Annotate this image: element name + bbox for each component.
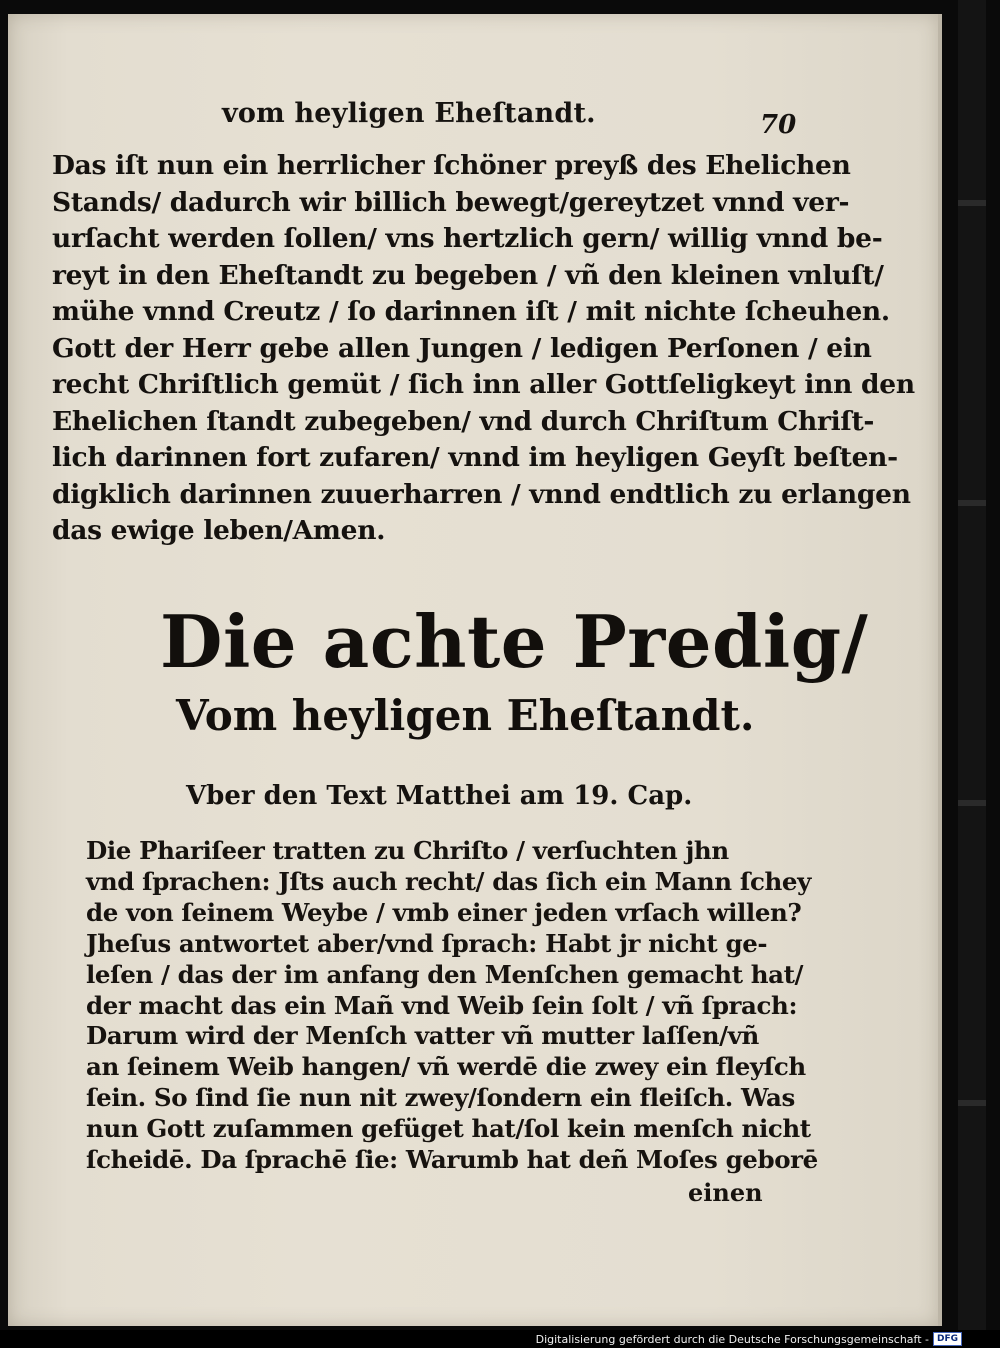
funding-credit: Digitalisierung gefördert durch die Deutsche Forschungsgemeinschaft -: [535, 1332, 929, 1346]
scripture-line: de von ſeinem Weybe / vmb einer jeden vrſach willen?: [86, 897, 802, 927]
ruler-tick: [958, 1100, 986, 1106]
text-line: Das iſt nun ein herrlicher ſchöner preyß des Ehelichen: [52, 150, 851, 181]
text-line: Ehelichen ſtandt zubegeben/ vnd durch Chriſtum Chriſt-: [52, 405, 875, 437]
running-head: vom heyligen Eheſtandt.: [222, 98, 596, 129]
scripture-line: ſcheidē. Da ſprachē ſie: Warumb hat deñ Moſes geborē: [86, 1145, 818, 1175]
text-line: recht Chriſtlich gemüt / ſich inn aller Gottſeligkeyt inn den: [52, 369, 915, 400]
scan-ruler: [958, 0, 986, 1330]
sermon-title: Die achte Predig/: [160, 599, 869, 684]
scripture-line: nun Gott zuſammen gefüget hat/ſol kein menſch nicht: [86, 1114, 811, 1144]
text-line: urſacht werden ſollen/ vns hertzlich gern/ willig vnnd be-: [52, 223, 883, 254]
scripture-line: Darum wird der Menſch vatter vñ mutter laſſen/vñ: [86, 1021, 759, 1051]
digitization-footer: [536, 1330, 962, 1348]
scripture-line: Jheſus antwortet aber/vnd ſprach: Habt jr nicht ge-: [86, 928, 768, 958]
catchword: einen: [688, 1178, 763, 1207]
scripture-paragraph: [86, 836, 818, 1176]
scripture-line: der macht das ein Mañ vnd Weib ſein ſolt / vñ ſprach:: [86, 990, 798, 1020]
scripture-line: ſein. So ſind ſie nun nit zwey/ſondern ein fleiſch. Was: [86, 1083, 795, 1113]
sermon-subtitle: Vom heyligen Eheſtandt.: [176, 691, 755, 740]
ruler-tick: [958, 800, 986, 806]
text-line: das ewige leben/Amen.: [52, 515, 386, 546]
scripture-line: Die Phariſeer tratten zu Chriſto / verſuchten jhn: [86, 836, 729, 865]
page-edge: [938, 14, 942, 1326]
body-paragraph: [52, 148, 915, 550]
text-line: Stands/ dadurch wir billich bewegt/gereytzet vnnd ver-: [52, 186, 850, 218]
text-line: lich darinnen fort zufaren/ vnnd im heyligen Geyſt beſten-: [52, 442, 898, 473]
page-number: 70: [760, 110, 797, 140]
text-line: Gott der Herr gebe allen Jungen / ledigen Perſonen / ein: [52, 332, 872, 364]
scripture-line: an ſeinem Weib hangen/ vñ werdē die zwey ein fleyſch: [86, 1052, 806, 1082]
text-line: mühe vnnd Creutz / ſo darinnen iſt / mit nichte ſcheuhen.: [52, 296, 890, 327]
scripture-heading: Vber den Text Matthei am 19. Cap.: [186, 781, 693, 811]
scripture-line: leſen / das der im anfang den Menſchen gemacht hat/: [86, 959, 804, 989]
scripture-line: vnd ſprachen: Jſts auch recht/ das ſich ein Mann ſchey: [86, 866, 811, 896]
text-line: digklich darinnen zuuerharren / vnnd endtlich zu erlangen: [52, 478, 911, 510]
dfg-logo: DFG: [933, 1332, 962, 1346]
ruler-tick: [958, 500, 986, 506]
ruler-tick: [958, 200, 986, 206]
book-page: [8, 14, 938, 1326]
text-line: reyt in den Eheſtandt zu begeben / vñ den kleinen vnluſt/: [52, 259, 884, 291]
